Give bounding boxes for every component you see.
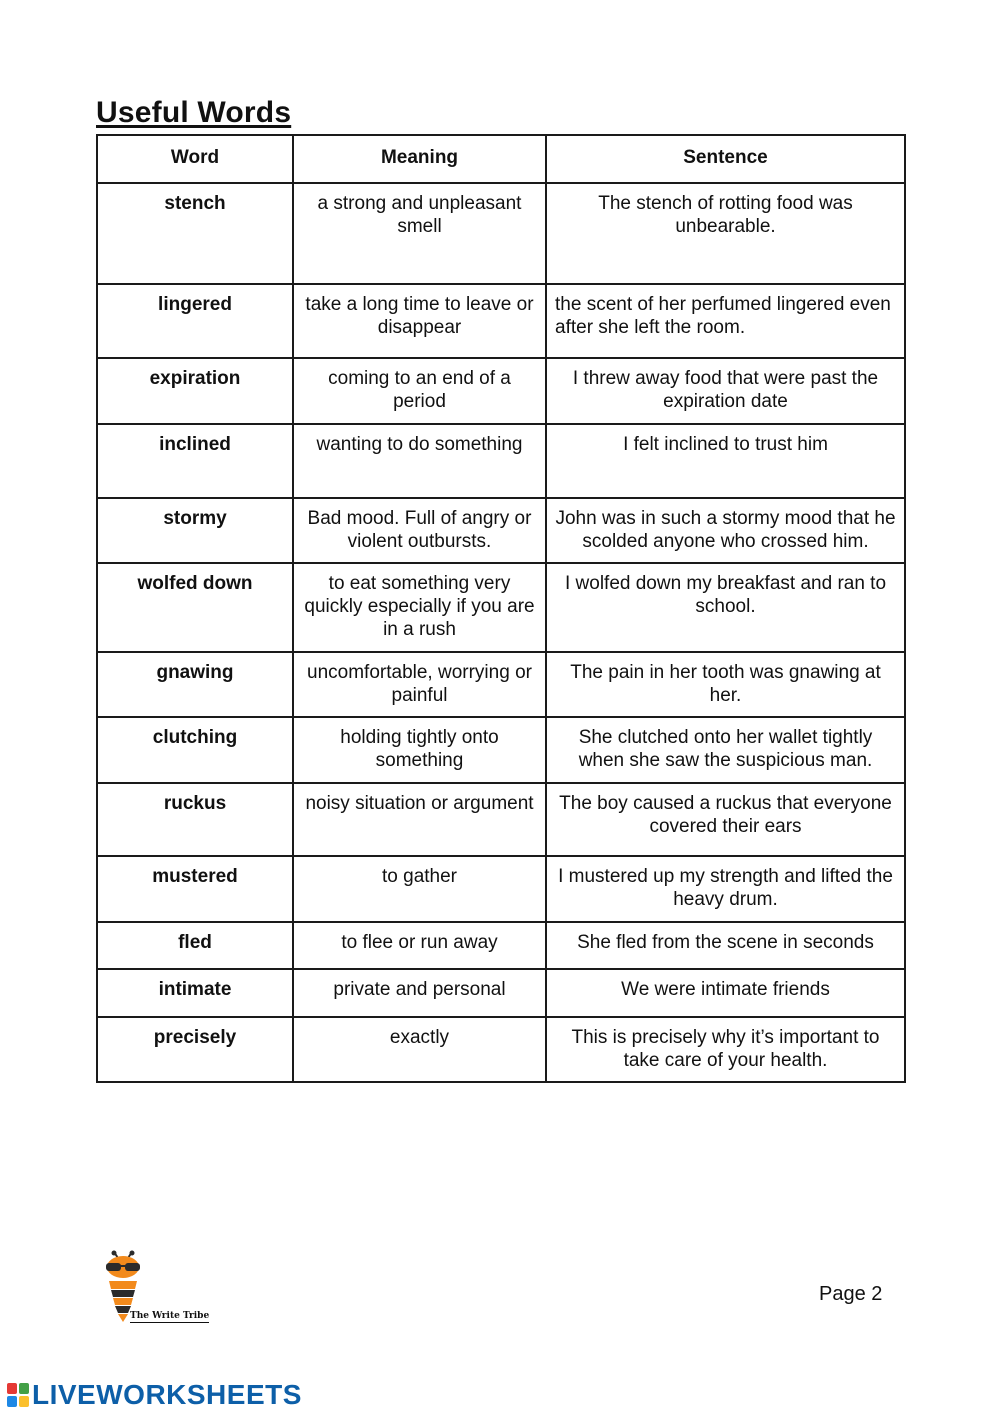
row-meaning: noisy situation or argument — [293, 783, 546, 856]
row-meaning: Bad mood. Full of angry or violent outbursts. — [293, 498, 546, 563]
row-word: ruckus — [97, 783, 293, 856]
table-row — [97, 358, 905, 424]
row-word: expiration — [97, 358, 293, 424]
row-meaning: a strong and unpleasant smell — [293, 183, 546, 284]
vocabulary-table — [96, 134, 906, 1083]
row-meaning: to gather — [293, 856, 546, 922]
table-row — [97, 922, 905, 969]
logo-text: The Write Tribe — [130, 1311, 210, 1321]
row-sentence: She clutched onto her wallet tightly when she saw the suspicious man. — [546, 717, 905, 783]
header-word: Word — [97, 135, 293, 183]
liveworksheets-logo-icon — [6, 1382, 30, 1408]
row-sentence: She fled from the scene in seconds — [546, 922, 905, 969]
row-word: intimate — [97, 969, 293, 1017]
table-row — [97, 969, 905, 1017]
table-row — [97, 563, 905, 652]
row-sentence: I felt inclined to trust him — [546, 424, 905, 498]
table-row — [97, 1017, 905, 1082]
row-sentence: I mustered up my strength and lifted the heavy drum. — [546, 856, 905, 922]
row-sentence: This is precisely why it’s important to take care of your health. — [546, 1017, 905, 1082]
row-word: fled — [97, 922, 293, 969]
row-meaning: holding tightly onto something — [293, 717, 546, 783]
row-meaning: coming to an end of a period — [293, 358, 546, 424]
row-sentence: I threw away food that were past the expiration date — [546, 358, 905, 424]
row-sentence: John was in such a stormy mood that he scolded anyone who crossed him. — [546, 498, 905, 563]
row-sentence: The boy caused a ruckus that everyone covered their ears — [546, 783, 905, 856]
table-row — [97, 284, 905, 358]
row-sentence: The pain in her tooth was gnawing at her. — [546, 652, 905, 717]
row-meaning: take a long time to leave or disappear — [293, 284, 546, 358]
page-number: Page 2 — [819, 1283, 883, 1305]
row-meaning: private and personal — [293, 969, 546, 1017]
row-sentence: I wolfed down my breakfast and ran to school. — [546, 563, 905, 652]
table-row — [97, 783, 905, 856]
row-word: mustered — [97, 856, 293, 922]
row-sentence: We were intimate friends — [546, 969, 905, 1017]
table-row — [97, 717, 905, 783]
header-meaning: Meaning — [293, 135, 546, 183]
page-title: Useful Words — [96, 96, 292, 129]
table-header-row — [97, 135, 905, 183]
row-sentence: The stench of rotting food was unbearable. — [546, 183, 905, 284]
table-row — [97, 652, 905, 717]
row-word: lingered — [97, 284, 293, 358]
row-meaning: to eat something very quickly especially if you are in a rush — [293, 563, 546, 652]
row-word: stench — [97, 183, 293, 284]
brand-name: LIVEWORKSHEETS — [32, 1379, 302, 1410]
row-word: clutching — [97, 717, 293, 783]
row-meaning: to flee or run away — [293, 922, 546, 969]
write-tribe-logo — [96, 1250, 208, 1330]
row-word: stormy — [97, 498, 293, 563]
table-row — [97, 424, 905, 498]
row-word: gnawing — [97, 652, 293, 717]
liveworksheets-brand — [6, 1379, 302, 1411]
row-meaning: uncomfortable, worrying or painful — [293, 652, 546, 717]
table-row — [97, 856, 905, 922]
table-row — [97, 183, 905, 284]
row-word: precisely — [97, 1017, 293, 1082]
row-sentence: the scent of her perfumed lingered even after she left the room. — [546, 284, 905, 358]
header-sentence: Sentence — [546, 135, 905, 183]
table-row — [97, 498, 905, 563]
row-meaning: exactly — [293, 1017, 546, 1082]
row-word: inclined — [97, 424, 293, 498]
row-word: wolfed down — [97, 563, 293, 652]
row-meaning: wanting to do something — [293, 424, 546, 498]
